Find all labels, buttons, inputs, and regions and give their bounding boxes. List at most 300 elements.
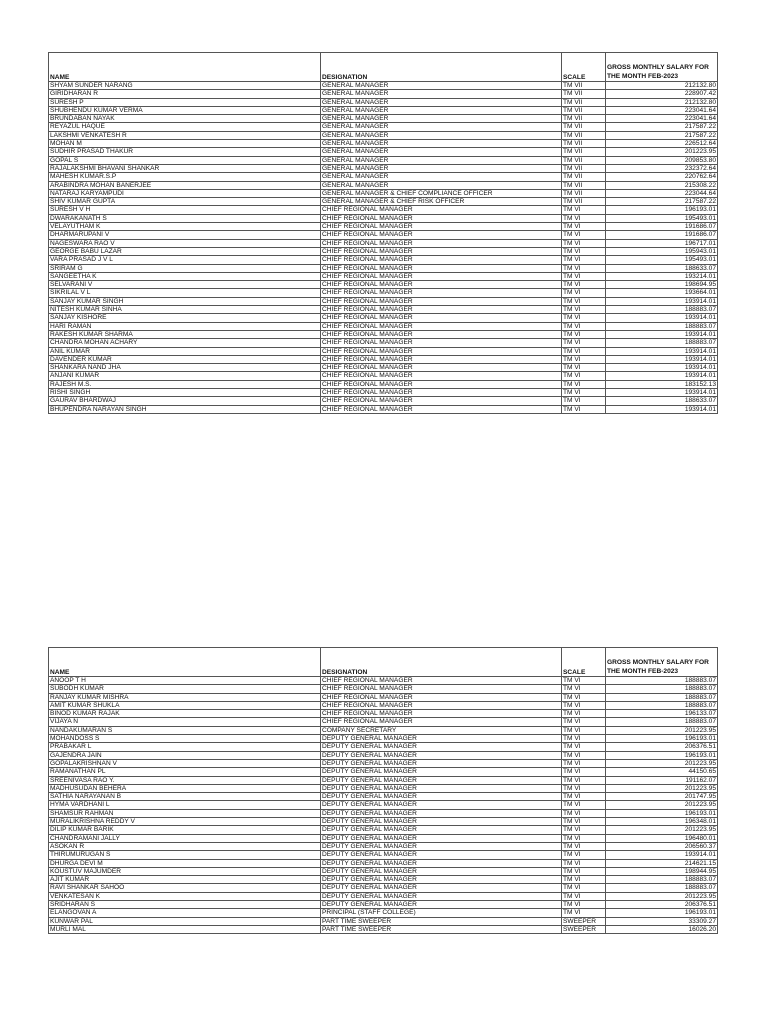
cell-scale: TM VII [562,198,606,206]
table-row [49,247,718,255]
cell-name: SHUBHENDU KUMAR VERMA [49,106,321,114]
cell-scale: TM VI [562,701,606,709]
table-row [49,181,718,189]
cell-designation: GENERAL MANAGER [321,106,562,114]
cell-name: SHANKARA NAND JHA [49,364,321,372]
cell-salary: 206376.51 [606,743,718,751]
header-name: NAME [49,53,321,82]
cell-designation: GENERAL MANAGER [321,98,562,106]
cell-salary: 212132.80 [606,82,718,90]
cell-designation: CHIEF REGIONAL MANAGER [321,247,562,255]
cell-scale: TM VII [562,131,606,139]
cell-name: MADHUSUDAN BEHERA [49,784,321,792]
table-body-2 [49,677,718,934]
table-row [49,917,718,925]
cell-salary: 188883.07 [606,339,718,347]
header-designation: DESIGNATION [321,53,562,82]
table-row [49,297,718,305]
cell-designation: CHIEF REGIONAL MANAGER [321,355,562,363]
cell-scale: TM VI [562,685,606,693]
cell-name: SRIDHARAN S [49,901,321,909]
cell-name: ANOOP T H [49,677,321,685]
cell-scale: TM VI [562,364,606,372]
table-row [49,214,718,222]
cell-scale: TM VI [562,793,606,801]
cell-name: GOPAL S [49,156,321,164]
cell-name: MOHANDOSS S [49,735,321,743]
cell-salary: 188883.07 [606,306,718,314]
cell-designation: GENERAL MANAGER & CHIEF RISK OFFICER [321,198,562,206]
cell-salary: 196133.07 [606,710,718,718]
cell-scale: TM VI [562,677,606,685]
cell-designation: CHIEF REGIONAL MANAGER [321,306,562,314]
cell-name: AJIT KUMAR [49,876,321,884]
cell-designation: DEPUTY GENERAL MANAGER [321,826,562,834]
cell-name: DWARAKANATH S [49,214,321,222]
cell-designation: CHIEF REGIONAL MANAGER [321,710,562,718]
cell-salary: 193914.01 [606,364,718,372]
cell-scale: TM VI [562,339,606,347]
salary-table-1 [48,52,718,414]
cell-scale: TM VI [562,751,606,759]
cell-name: SUBODH KUMAR [49,685,321,693]
table-row [49,380,718,388]
cell-designation: CHIEF REGIONAL MANAGER [321,272,562,280]
cell-name: SANGEETHA K [49,272,321,280]
cell-designation: CHIEF REGIONAL MANAGER [321,677,562,685]
cell-designation: GENERAL MANAGER [321,131,562,139]
cell-name: RANJAY KUMAR MISHRA [49,693,321,701]
cell-name: MURALIKRISHNA REDDY V [49,818,321,826]
table-row [49,115,718,123]
table-row [49,405,718,413]
cell-name: CHANDRAMANI JALLY [49,834,321,842]
cell-designation: DEPUTY GENERAL MANAGER [321,793,562,801]
cell-designation: DEPUTY GENERAL MANAGER [321,776,562,784]
cell-name: SUDHIR PRASAD THAKUR [49,148,321,156]
cell-designation: DEPUTY GENERAL MANAGER [321,842,562,850]
cell-name: SHYAM SUNDER NARANG [49,82,321,90]
cell-designation: CHIEF REGIONAL MANAGER [321,388,562,396]
table-row [49,140,718,148]
cell-scale: TM VI [562,239,606,247]
cell-name: RISHI SINGH [49,388,321,396]
table-row [49,123,718,131]
table-row [49,289,718,297]
cell-designation: CHIEF REGIONAL MANAGER [321,347,562,355]
cell-designation: CHIEF REGIONAL MANAGER [321,206,562,214]
cell-name: ANIL KUMAR [49,347,321,355]
cell-name: NANDAKUMARAN S [49,726,321,734]
cell-designation: DEPUTY GENERAL MANAGER [321,901,562,909]
cell-salary: 223041.64 [606,115,718,123]
cell-designation: CHIEF REGIONAL MANAGER [321,364,562,372]
table-row [49,677,718,685]
cell-salary: 193914.01 [606,355,718,363]
cell-designation: GENERAL MANAGER [321,82,562,90]
cell-scale: TM VI [562,322,606,330]
cell-name: DHURGA DEVI M [49,859,321,867]
cell-salary: 191162.07 [606,776,718,784]
cell-scale: TM VI [562,809,606,817]
cell-scale: TM VI [562,405,606,413]
header-designation: DESIGNATION [321,648,562,677]
table-row [49,793,718,801]
cell-scale: TM VI [562,247,606,255]
cell-scale: TM VII [562,181,606,189]
cell-name: DAVENDER KUMAR [49,355,321,363]
cell-name: ELANGOVAN A [49,909,321,917]
cell-salary: 217587.22 [606,198,718,206]
cell-scale: SWEEPER [562,917,606,925]
cell-designation: DEPUTY GENERAL MANAGER [321,892,562,900]
cell-designation: DEPUTY GENERAL MANAGER [321,851,562,859]
cell-salary: 195943.01 [606,247,718,255]
cell-salary: 209853.80 [606,156,718,164]
cell-salary: 188883.07 [606,718,718,726]
table-row [49,106,718,114]
cell-salary: 214621.15 [606,859,718,867]
cell-scale: TM VI [562,826,606,834]
cell-salary: 188883.07 [606,693,718,701]
cell-name: SANJAY KISHORE [49,314,321,322]
cell-scale: TM VI [562,768,606,776]
cell-salary: 188883.07 [606,876,718,884]
cell-salary: 201223.95 [606,784,718,792]
cell-designation: GENERAL MANAGER [321,148,562,156]
cell-salary: 193914.01 [606,851,718,859]
cell-scale: TM VI [562,272,606,280]
cell-designation: CHIEF REGIONAL MANAGER [321,372,562,380]
cell-salary: 215308.22 [606,181,718,189]
table-header-row [49,648,718,677]
cell-name: HYMA VARDHANI L [49,801,321,809]
cell-salary: 191686.07 [606,231,718,239]
cell-salary: 193914.01 [606,372,718,380]
cell-scale: TM VI [562,851,606,859]
cell-salary: 198694.95 [606,281,718,289]
cell-name: NAGESWARA RAO V [49,239,321,247]
cell-scale: TM VI [562,901,606,909]
cell-salary: 196193.01 [606,809,718,817]
cell-name: GAJENDRA JAIN [49,751,321,759]
cell-designation: COMPANY SECRETARY [321,726,562,734]
cell-salary: 193914.01 [606,314,718,322]
cell-name: SHIV KUMAR GUPTA [49,198,321,206]
cell-scale: TM VI [562,693,606,701]
cell-name: SATHIA NARAYANAN B [49,793,321,801]
cell-salary: 196193.01 [606,206,718,214]
cell-name: HARI RAMAN [49,322,321,330]
cell-designation: CHIEF REGIONAL MANAGER [321,256,562,264]
cell-name: DILIP KUMAR BARIK [49,826,321,834]
cell-designation: DEPUTY GENERAL MANAGER [321,876,562,884]
cell-name: GIRIDHARAN R [49,90,321,98]
table-row [49,397,718,405]
cell-salary: 196193.01 [606,751,718,759]
header-salary: GROSS MONTHLY SALARY FOR THE MONTH FEB-2023 [606,648,718,677]
cell-designation: CHIEF REGIONAL MANAGER [321,380,562,388]
cell-designation: CHIEF REGIONAL MANAGER [321,685,562,693]
cell-salary: 206560.37 [606,842,718,850]
table-row [49,148,718,156]
cell-salary: 183152.13 [606,380,718,388]
table-row [49,685,718,693]
cell-designation: GENERAL MANAGER [321,173,562,181]
cell-scale: TM VI [562,380,606,388]
cell-scale: TM VI [562,306,606,314]
cell-scale: TM VI [562,256,606,264]
cell-salary: 226512.64 [606,140,718,148]
cell-salary: 196348.01 [606,818,718,826]
cell-salary: 201223.95 [606,826,718,834]
cell-salary: 206376.51 [606,901,718,909]
table-row [49,173,718,181]
cell-name: REYAZUL HAQUE [49,123,321,131]
cell-name: SELVARANI V [49,281,321,289]
cell-designation: CHIEF REGIONAL MANAGER [321,330,562,338]
cell-scale: TM VI [562,206,606,214]
table-row [49,256,718,264]
cell-name: VIJAYA N [49,718,321,726]
cell-name: RAJALAKSHMI BHAVANI SHANKAR [49,164,321,172]
table-row [49,801,718,809]
cell-name: KOUSTUV MAJUMDER [49,867,321,875]
cell-salary: 188883.07 [606,884,718,892]
cell-scale: TM VI [562,818,606,826]
table-row [49,223,718,231]
cell-scale: TM VI [562,718,606,726]
table-row [49,156,718,164]
cell-scale: TM VII [562,98,606,106]
cell-salary: 201747.95 [606,793,718,801]
table-row [49,726,718,734]
cell-scale: TM VI [562,347,606,355]
cell-designation: DEPUTY GENERAL MANAGER [321,784,562,792]
cell-scale: TM VI [562,355,606,363]
cell-scale: TM VII [562,123,606,131]
cell-name: MAHESH KUMAR.S.P [49,173,321,181]
cell-name: VELAYUTHAM K [49,223,321,231]
cell-name: SRIRAM G [49,264,321,272]
table-row [49,372,718,380]
table-row [49,859,718,867]
cell-name: PRABAKAR L [49,743,321,751]
cell-salary: 201223.95 [606,759,718,767]
header-scale: SCALE [562,648,606,677]
cell-scale: TM VI [562,289,606,297]
cell-scale: TM VI [562,372,606,380]
table-row [49,281,718,289]
cell-salary: 193914.01 [606,388,718,396]
salary-table-2 [48,647,718,934]
cell-scale: TM VII [562,189,606,197]
cell-designation: PART TIME SWEEPER [321,917,562,925]
cell-designation: CHIEF REGIONAL MANAGER [321,339,562,347]
cell-salary: 201223.95 [606,726,718,734]
cell-salary: 16026.20 [606,925,718,933]
header-scale: SCALE [562,53,606,82]
table-row [49,834,718,842]
cell-salary: 223041.64 [606,106,718,114]
cell-designation: DEPUTY GENERAL MANAGER [321,768,562,776]
cell-designation: DEPUTY GENERAL MANAGER [321,751,562,759]
cell-scale: TM VI [562,876,606,884]
cell-designation: CHIEF REGIONAL MANAGER [321,289,562,297]
table-row [49,388,718,396]
cell-salary: 44150.65 [606,768,718,776]
cell-name: RAJESH M.S. [49,380,321,388]
cell-scale: TM VII [562,82,606,90]
cell-scale: TM VI [562,909,606,917]
cell-name: SURESH P [49,98,321,106]
cell-salary: 198944.95 [606,867,718,875]
table-row [49,314,718,322]
cell-scale: TM VII [562,164,606,172]
table-row [49,339,718,347]
cell-scale: TM VII [562,148,606,156]
cell-scale: TM VI [562,710,606,718]
table-row [49,925,718,933]
table-row [49,693,718,701]
cell-scale: TM VI [562,314,606,322]
cell-designation: PART TIME SWEEPER [321,925,562,933]
cell-scale: TM VI [562,726,606,734]
cell-salary: 188633.07 [606,264,718,272]
cell-scale: TM VI [562,776,606,784]
cell-name: VENKATESAN K [49,892,321,900]
table-row [49,710,718,718]
table-row [49,701,718,709]
table-row [49,189,718,197]
table-row [49,776,718,784]
cell-name: ANJANI KUMAR [49,372,321,380]
cell-designation: DEPUTY GENERAL MANAGER [321,735,562,743]
cell-designation: GENERAL MANAGER & CHIEF COMPLIANCE OFFICER [321,189,562,197]
table-row [49,206,718,214]
cell-designation: CHIEF REGIONAL MANAGER [321,264,562,272]
cell-salary: 188883.07 [606,701,718,709]
table-row [49,264,718,272]
cell-salary: 228907.42 [606,90,718,98]
table-row [49,842,718,850]
table-row [49,768,718,776]
cell-scale: TM VI [562,330,606,338]
table-row [49,759,718,767]
cell-designation: DEPUTY GENERAL MANAGER [321,859,562,867]
table-row [49,867,718,875]
table-row [49,876,718,884]
table-row [49,306,718,314]
cell-designation: CHIEF REGIONAL MANAGER [321,281,562,289]
cell-scale: TM VI [562,231,606,239]
cell-designation: GENERAL MANAGER [321,140,562,148]
cell-scale: TM VI [562,859,606,867]
cell-name: GAURAV BHARDWAJ [49,397,321,405]
cell-scale: TM VI [562,264,606,272]
table-row [49,743,718,751]
cell-designation: GENERAL MANAGER [321,90,562,98]
table-row [49,884,718,892]
table-row [49,809,718,817]
cell-scale: TM VI [562,281,606,289]
cell-salary: 188883.07 [606,322,718,330]
cell-scale: TM VI [562,397,606,405]
cell-name: SHAMSUR RAHMAN [49,809,321,817]
cell-scale: TM VII [562,140,606,148]
table-row [49,239,718,247]
cell-name: BRUNDABAN NAYAK [49,115,321,123]
table-header-row [49,53,718,82]
cell-name: CHANDRA MOHAN ACHARY [49,339,321,347]
table-row [49,364,718,372]
cell-salary: 195493.01 [606,256,718,264]
cell-name: MOHAN M [49,140,321,148]
table-row [49,892,718,900]
table-row [49,98,718,106]
cell-scale: TM VI [562,884,606,892]
cell-scale: TM VI [562,223,606,231]
cell-name: MURLI MAL [49,925,321,933]
cell-salary: 217587.22 [606,131,718,139]
header-name: NAME [49,648,321,677]
cell-designation: PRINCIPAL (STAFF COLLEGE) [321,909,562,917]
cell-name: GOPALAKRISHNAN V [49,759,321,767]
cell-scale: TM VI [562,842,606,850]
table-row [49,851,718,859]
cell-salary: 193914.01 [606,297,718,305]
cell-designation: GENERAL MANAGER [321,156,562,164]
cell-designation: DEPUTY GENERAL MANAGER [321,743,562,751]
cell-designation: DEPUTY GENERAL MANAGER [321,809,562,817]
cell-scale: TM VI [562,297,606,305]
cell-salary: 196480.01 [606,834,718,842]
cell-scale: SWEEPER [562,925,606,933]
cell-designation: DEPUTY GENERAL MANAGER [321,801,562,809]
cell-name: ARABINDRA MOHAN BANERJEE [49,181,321,189]
cell-salary: 195493.01 [606,214,718,222]
table-row [49,322,718,330]
cell-designation: GENERAL MANAGER [321,181,562,189]
cell-salary: 196193.01 [606,735,718,743]
cell-salary: 188633.07 [606,397,718,405]
table-row [49,826,718,834]
table-row [49,718,718,726]
cell-name: SREENIVASA RAO Y. [49,776,321,784]
cell-scale: TM VII [562,173,606,181]
cell-scale: TM VI [562,867,606,875]
cell-scale: TM VI [562,214,606,222]
cell-designation: GENERAL MANAGER [321,123,562,131]
table-row [49,231,718,239]
cell-salary: 201223.95 [606,892,718,900]
cell-name: GEORGE BABU LAZAR [49,247,321,255]
cell-salary: 193214.01 [606,272,718,280]
cell-scale: TM VI [562,743,606,751]
table-row [49,909,718,917]
table-row [49,131,718,139]
cell-name: ASOKAN R [49,842,321,850]
cell-salary: 196717.01 [606,239,718,247]
cell-scale: TM VI [562,834,606,842]
table-row [49,901,718,909]
cell-scale: TM VI [562,759,606,767]
cell-name: VARA PRASAD J V L [49,256,321,264]
cell-name: SANJAY KUMAR SINGH [49,297,321,305]
cell-salary: 193664.01 [606,289,718,297]
cell-name: LAKSHMI VENKATESH R [49,131,321,139]
cell-salary: 193914.01 [606,405,718,413]
